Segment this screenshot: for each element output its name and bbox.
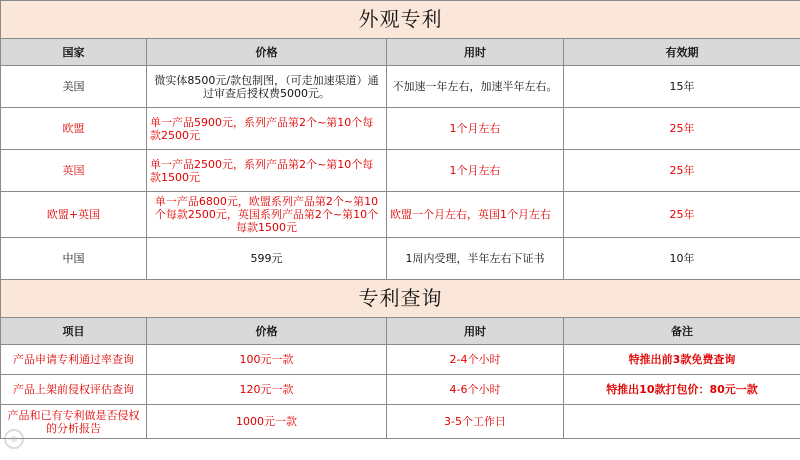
country-cell: 中国 (1, 238, 147, 280)
price-cell: 单一产品6800元，欧盟系列产品第2个~第10个每款2500元，英国系列产品第2个~第10个每款1500元 (147, 192, 387, 238)
table-row (1, 192, 800, 238)
header-country: 国家 (1, 39, 147, 66)
valid-cell: 10年 (564, 238, 800, 280)
time-cell: 不加速一年左右，加速半年左右。 (387, 66, 564, 108)
header-price: 价格 (147, 39, 387, 66)
time-cell: 2-4个小时 (387, 345, 564, 375)
item-cell: 产品申请专利通过率查询 (1, 345, 147, 375)
country-cell: 英国 (1, 150, 147, 192)
country-cell: 欧盟+英国 (1, 192, 147, 238)
country-cell: 美国 (1, 66, 147, 108)
item-cell: 产品上架前侵权评估查询 (1, 375, 147, 405)
price-cell: 1000元一款 (147, 405, 387, 439)
header-item: 项目 (1, 318, 147, 345)
price-cell: 100元一款 (147, 345, 387, 375)
table-row (1, 66, 800, 108)
table-row (1, 375, 800, 405)
note-cell (564, 405, 800, 439)
header-note: 备注 (564, 318, 800, 345)
table-row (1, 108, 800, 150)
table-row (1, 405, 800, 439)
time-cell: 1个月左右 (387, 150, 564, 192)
price-cell: 599元 (147, 238, 387, 280)
table-row (1, 238, 800, 280)
design-patent-title: 外观专利 (1, 1, 800, 39)
header-valid: 有效期 (564, 39, 800, 66)
note-cell: 特推出10款打包价：80元一款 (564, 375, 800, 405)
time-cell: 1个月左右 (387, 108, 564, 150)
valid-cell: 25年 (564, 192, 800, 238)
header-price: 价格 (147, 318, 387, 345)
price-cell: 微实体8500元/款包制图，（可走加速渠道）通过审查后授权费5000元。 (147, 66, 387, 108)
time-cell: 1周内受理，半年左右下证书 (387, 238, 564, 280)
price-cell: 单一产品5900元，系列产品第2个~第10个每款2500元 (147, 108, 387, 150)
design-header-row (1, 39, 800, 66)
valid-cell: 25年 (564, 150, 800, 192)
table-row (1, 345, 800, 375)
time-cell: 4-6个小时 (387, 375, 564, 405)
header-time: 用时 (387, 39, 564, 66)
price-cell: 单一产品2500元，系列产品第2个~第10个每款1500元 (147, 150, 387, 192)
search-header-row (1, 318, 800, 345)
patent-search-title: 专利查询 (1, 280, 800, 318)
item-cell: 产品和已有专利做是否侵权的分析报告 (1, 405, 147, 439)
valid-cell: 15年 (564, 66, 800, 108)
table-row (1, 150, 800, 192)
header-time: 用时 (387, 318, 564, 345)
country-cell: 欧盟 (1, 108, 147, 150)
valid-cell: 25年 (564, 108, 800, 150)
price-cell: 120元一款 (147, 375, 387, 405)
design-patent-title-row (1, 1, 800, 39)
time-cell: 3-5个工作日 (387, 405, 564, 439)
time-cell: 欧盟一个月左右，英国1个月左右 (387, 192, 564, 238)
patent-search-title-row (1, 280, 800, 318)
note-cell: 特推出前3款免费查询 (564, 345, 800, 375)
